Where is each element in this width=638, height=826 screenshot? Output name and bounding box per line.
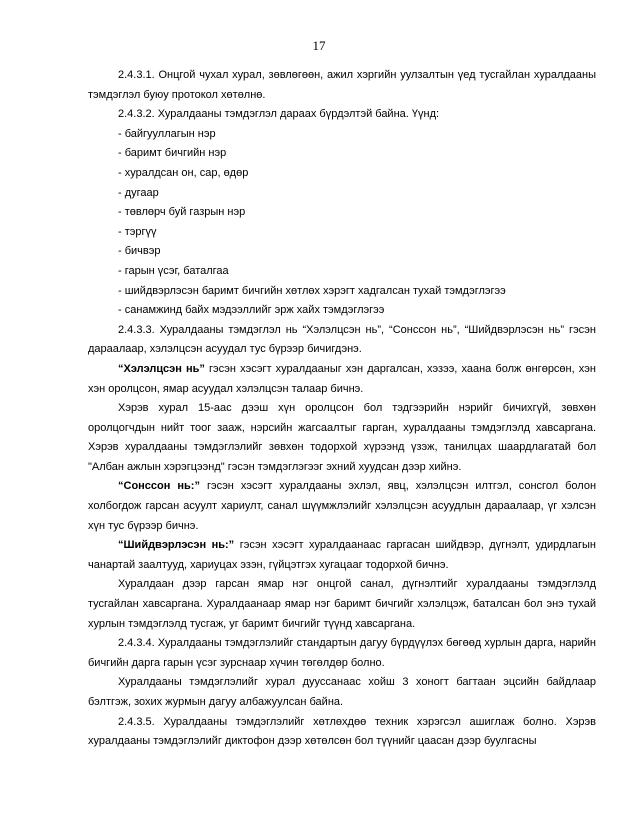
heard-heading: “Сонссон нь:” (118, 480, 200, 493)
paragraph-2-4-3-2: 2.4.3.2. Хуралдааны тэмдэглэл дараах бүрдэлтэй байна. Үүнд: (118, 108, 440, 121)
list-item: - төвлөрч буй газрын нэр (118, 206, 246, 219)
paragraph-2-4-3-3: 2.4.3.3. Хуралдааны тэмдэглэл нь “Хэлэлцсэн нь”, “Сонссон нь”, “Шийдвэрлэсэн нь” гэсэн дараалаар, хэлэлцсэн асуудал тус бүрээр бичигдэнэ. (88, 323, 596, 356)
paragraph-2-4-3-4: 2.4.3.4. Хуралдааны тэмдэглэлийг стандартын дагуу бүрдүүлэх бөгөөд хурлын дарга, нарийн бичгийн дарга гарын үсэг зурснаар хүчин төгөлдөр болно. (88, 637, 596, 669)
list-item: - шийдвэрлэсэн баримт бичгийн хөтлөх хэрэгт хадгалсан тухай тэмдэглэгээ (118, 284, 506, 297)
paragraph-participants: Хэрэв хурал 15-аас дээш хүн оролцсон бол тэдгээрийн нэрийг бичихгүй, зөвхөн оролцогчдын нийт тоог зааж, нэрсийн жагсаалтыг гарган, хуралдааны тэмдэглэлд хавсаргана. Хэрэв хуралдааны тэмдэглэлийг зөвхөн тодорхой хүрээнд үзэж, танилцах шаардлагатай бол "Албан ажлын хэрэгцээнд" гэсэн тэмдэглэгээг эхний хуудсан дээр хийнэ. (88, 402, 596, 473)
composition-list (88, 125, 596, 321)
discussed-text: гэсэн хэсэгт хуралдааныг хэн даргалсан, хэзээ, хаана болж өнгөрсөн, хэн хэн оролцсон, ямар асуудал хэлэлцсэн талаар бичнэ. (88, 362, 596, 395)
paragraph-2-4-3-5: 2.4.3.5. Хуралдааны тэмдэглэлийг хөтлөхдөө техник хэрэгсэл ашиглаж болно. Хэрэв хуралдааны тэмдэглэлийг диктофон дээр хөтөлсөн бол түүнийг цаасан дээр буулгасны (88, 715, 596, 748)
page-number: 17 (312, 38, 326, 53)
paragraph-finalize: Хуралдааны тэмдэглэлийг хурал дууссанаас хойш 3 хоногт багтаан эцсийн байдлаар бэлтгэж, зохих журмын дагуу албажуулсан байна. (88, 676, 596, 708)
list-item: - хуралдсан он, сар, өдөр (118, 166, 249, 179)
heard-text: гэсэн хэсэгт хуралдааны эхлэл, явц, хэлэлцсэн илтгэл, сонсгол болон холбогдож гарсан асуулт хариулт, санал шүүмжлэлийг хэлэлцсэн асуудлын дараалаар, үг хэлсэн хүн тус бүрээр бичнэ. (88, 480, 597, 532)
decided-text: гэсэн хэсэгт хуралдаанаас гаргасан шийдвэр, дүгнэлт, удирдлагын чанартай заалтууд, хариуцах эзэн, гүйцэтгэх хугацааг тодорхой бичнэ. (88, 539, 596, 571)
list-item: - бичвэр (118, 245, 161, 258)
list-item: - баримт бичгийн нэр (118, 147, 227, 160)
paragraph-decided (88, 536, 596, 575)
paragraph-discussed (88, 360, 596, 399)
document-body (88, 66, 596, 752)
paragraph-2-4-3-1: 2.4.3.1. Онцгой чухал хурал, зөвлөгөөн, ажил хэргийн уулзалтын үед тусгайлан хуралдааны тэмдэглэл буюу протокол хөтөлнө. (88, 69, 596, 101)
list-item: - гарын үсэг, баталгаа (118, 264, 229, 277)
list-item: - байгууллагын нэр (118, 127, 216, 140)
paragraph-special-proposals: Хуралдаан дээр гарсан ямар нэг онцгой санал, дүгнэлтийг хуралдааны тэмдэглэлд тусгайлан хавсаргана. Хуралдаанаар ямар нэг баримт бичгийг хэлэлцэж, баталсан бол энэ тухай хурлын тэмдэглэлд тусгаж, уг баримт бичгийг түүнд хавсаргана. (88, 578, 596, 630)
paragraph-heard (88, 477, 596, 536)
discussed-heading: “Хэлэлцсэн нь” (118, 362, 205, 375)
list-item: - тэргүү (118, 225, 157, 238)
list-item: - санамжинд байх мэдээллийг эрж хайх тэмдэглэгээ (118, 304, 385, 317)
list-item: - дугаар (118, 186, 159, 199)
decided-heading: “Шийдвэрлэсэн нь:” (118, 539, 235, 552)
